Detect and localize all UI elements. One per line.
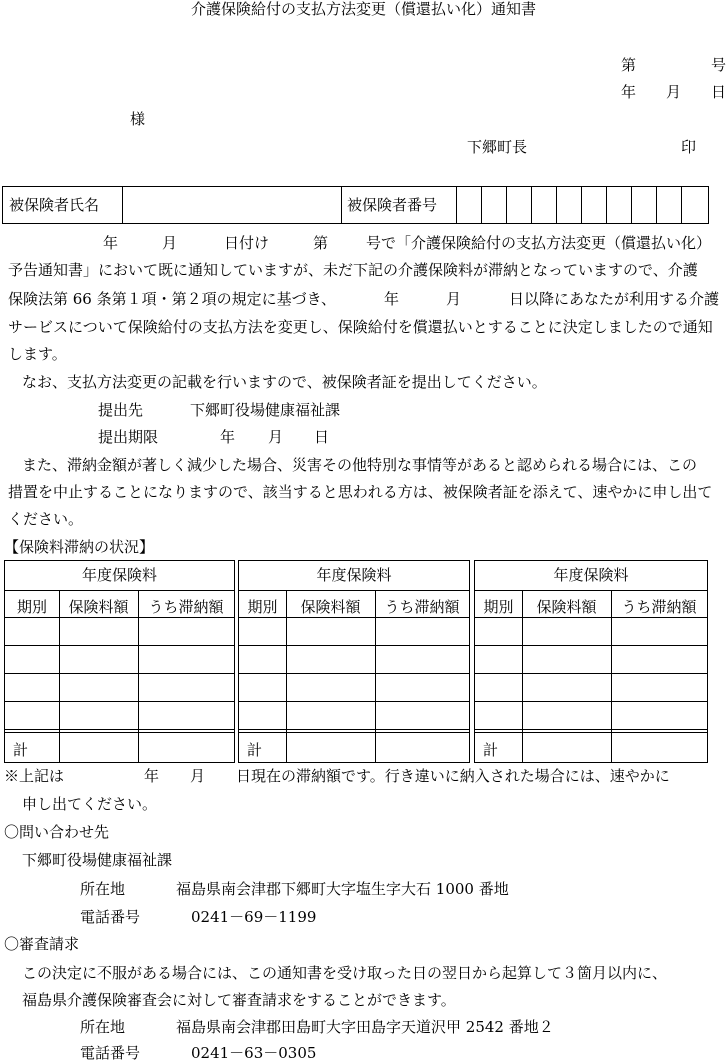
note-a: ※上記は	[4, 767, 65, 785]
body-line-3a: 保険法第 66 条第１項・第２項の規定に基づき、	[8, 290, 337, 308]
total-label: 計	[247, 741, 263, 759]
number-digit-cell	[607, 187, 632, 223]
fiscal-year-header: 年度保険料	[316, 566, 392, 584]
appeal-phone: 0241－63－0305	[191, 1044, 317, 1062]
appeal-phone-label: 電話番号	[80, 1044, 141, 1062]
submit-to-label: 提出先	[98, 401, 144, 419]
col-period: 期別	[483, 598, 514, 616]
arrears-table	[4, 560, 235, 763]
body-l3-year: 年	[384, 290, 400, 308]
contact-office: 下郷町役場健康福祉課	[22, 851, 173, 869]
body-line-5: します。	[8, 345, 67, 363]
date-month: 月	[666, 83, 682, 101]
appeal-heading: 〇審査請求	[4, 935, 80, 953]
total-label: 計	[483, 741, 499, 759]
col-arrears: うち滞納額	[148, 598, 224, 616]
deadline-year: 年	[220, 428, 236, 446]
contact-heading: 〇問い合わせ先	[4, 823, 110, 841]
note-month: 月	[190, 767, 206, 785]
body-l1-rest: 号で「介護保険給付の支払方法変更（償還払い化）	[366, 234, 712, 252]
seal-mark: 印	[681, 138, 697, 156]
number-digit-cell	[632, 187, 657, 223]
total-label: 計	[13, 741, 29, 759]
body-line-4: サービスについて保険給付の支払方法を変更し、保険給付を償還払いとすることに決定しましたので通知	[8, 318, 713, 336]
contact-address: 福島県南会津郡下郷町大字塩生字大石 1000 番地	[176, 880, 509, 898]
body-line-10: 措置を中止することになりますので、該当すると思われる方は、被保険者証を添えて、速やかに申し出て	[8, 483, 713, 501]
number-label-cell	[342, 187, 457, 223]
number-digit-cell	[482, 187, 507, 223]
number-digit-cell	[582, 187, 607, 223]
note-b: 日現在の滞納額です。行き違いに納入された場合には、速やかに	[236, 767, 670, 785]
deadline-day: 日	[314, 428, 330, 446]
contact-phone-label: 電話番号	[80, 908, 141, 926]
body-l1-year: 年	[103, 234, 119, 252]
name-value-cell	[123, 187, 342, 223]
arrears-heading: 【保険料滞納の状況】	[4, 538, 155, 556]
col-period: 期別	[247, 598, 278, 616]
note-year: 年	[144, 767, 160, 785]
number-dai: 第	[621, 56, 637, 74]
col-premium: 保険料額	[536, 598, 597, 616]
contact-address-label: 所在地	[80, 880, 126, 898]
deadline-month: 月	[268, 428, 284, 446]
arrears-table	[238, 560, 470, 763]
body-line-3b: 日以降にあなたが利用する介護	[509, 290, 720, 308]
number-label: 被保険者番号	[347, 196, 438, 214]
number-go: 号	[711, 56, 727, 74]
body-l1-date: 日付け	[224, 234, 270, 252]
body-l1-month: 月	[162, 234, 178, 252]
number-digit-cell	[557, 187, 582, 223]
name-label: 被保険者氏名	[9, 196, 100, 214]
deadline-label: 提出期限	[98, 428, 159, 446]
appeal-address: 福島県南会津郡田島町大字田島字天道沢甲 2542 番地２	[176, 1018, 554, 1036]
body-l3-month: 月	[446, 290, 462, 308]
note-c: 申し出てください。	[22, 795, 158, 813]
col-premium: 保険料額	[68, 598, 129, 616]
number-digit-cell	[532, 187, 557, 223]
body-line-6: なお、支払方法変更の記載を行いますので、被保険者証を提出してください。	[22, 373, 547, 391]
number-digit-cell	[657, 187, 682, 223]
date-year: 年	[621, 83, 637, 101]
appeal-line-2: 福島県介護保険審査会に対して審査請求をすることができます。	[22, 991, 456, 1009]
fiscal-year-header: 年度保険料	[81, 566, 157, 584]
number-digit-cell	[507, 187, 532, 223]
appeal-address-label: 所在地	[80, 1018, 126, 1036]
appeal-line-1: この決定に不服がある場合には、この通知書を受け取った日の翌日から起算して３箇月以内に、	[22, 964, 668, 982]
body-l1-dai: 第	[313, 234, 329, 252]
sender-name: 下郷町長	[467, 138, 528, 156]
col-period: 期別	[16, 598, 47, 616]
addressee-sama: 様	[130, 110, 146, 128]
body-line-11: ください。	[8, 510, 84, 528]
col-premium: 保険料額	[300, 598, 361, 616]
body-line-2: 予告通知書」において既に通知していますが、未だ下記の介護保険料が滞納となっていますので、介護	[8, 261, 698, 279]
body-line-9: また、滞納金額が著しく減少した場合、災害その他特別な事情等があると認められる場合には、この	[22, 456, 698, 474]
number-digit-cell	[457, 187, 482, 223]
arrears-table	[474, 560, 708, 763]
insured-id-box	[2, 186, 709, 224]
col-arrears: うち滞納額	[384, 598, 460, 616]
document-title: 介護保険給付の支払方法変更（償還払い化）通知書	[190, 0, 536, 18]
contact-phone: 0241－69－1199	[191, 908, 317, 926]
name-label-cell	[3, 187, 123, 223]
submit-to-value: 下郷町役場健康福祉課	[190, 401, 341, 419]
col-arrears: うち滞納額	[621, 598, 697, 616]
fiscal-year-header: 年度保険料	[553, 566, 629, 584]
date-day: 日	[711, 83, 727, 101]
